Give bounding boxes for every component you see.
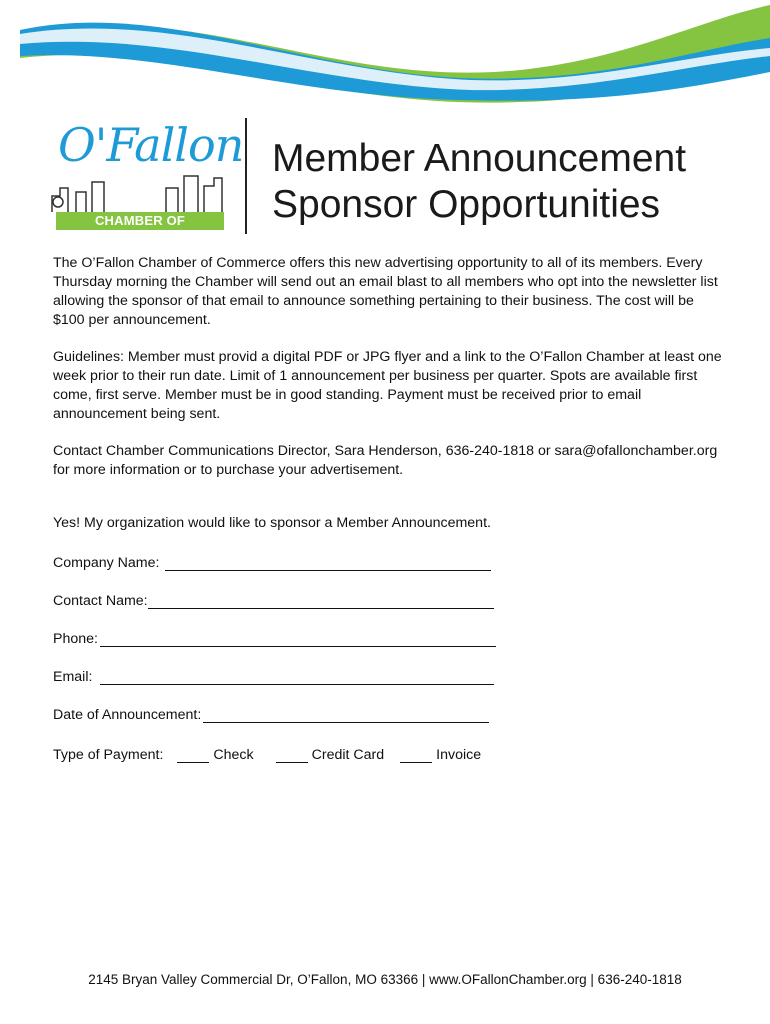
page-title xyxy=(272,136,686,228)
payment-option-check: Check xyxy=(213,747,254,763)
title-line-2: Sponsor Opportunities xyxy=(272,183,661,226)
email-field[interactable] xyxy=(100,670,494,685)
chamber-logo xyxy=(48,118,244,246)
header-divider xyxy=(245,118,247,234)
credit-card-blank[interactable] xyxy=(276,748,308,763)
email-label: Email: xyxy=(53,669,93,685)
payment-row xyxy=(53,747,481,763)
form-heading: Yes! My organization would like to sponsor a Member Announcement. xyxy=(53,515,491,531)
email-row xyxy=(53,669,494,685)
payment-label: Type of Payment: xyxy=(53,747,164,763)
date-label: Date of Announcement: xyxy=(53,707,202,723)
contact-label: Contact Name: xyxy=(53,593,148,609)
check-blank[interactable] xyxy=(177,748,209,763)
body-text xyxy=(53,254,723,498)
invoice-blank[interactable] xyxy=(400,748,432,763)
announcement-date-field[interactable] xyxy=(203,708,489,723)
company-name-field[interactable] xyxy=(165,556,491,571)
logo-wordmark: O'Fallon xyxy=(58,118,244,172)
phone-label: Phone: xyxy=(53,631,98,647)
footer-address: 2145 Bryan Valley Commercial Dr, O’Fallon, MO 63366 | www.OFallonChamber.org | 636-240-1818 xyxy=(88,972,682,987)
date-row xyxy=(53,707,489,723)
phone-row xyxy=(53,631,496,647)
header-wave-graphic xyxy=(0,0,770,110)
phone-field[interactable] xyxy=(100,632,496,647)
intro-paragraph: The O’Fallon Chamber of Commerce offers this new advertising opportunity to all of its members. Every Thursday morning the Chamber will send out an email blast to all members who opt into the newsletter list allowing the sponsor of that email to announce something pertaining to their business. The cost will be $100 per announcement. xyxy=(53,255,718,328)
logo-band: CHAMBER OF COMMERCE xyxy=(56,212,224,230)
company-row xyxy=(53,555,491,571)
contact-paragraph: Contact Chamber Communications Director, Sara Henderson, 636-240-1818 or sara@ofallonchamber.org for more information or to purchase your advertisement. xyxy=(53,443,718,478)
contact-name-field[interactable] xyxy=(148,594,494,609)
title-line-1: Member Announcement xyxy=(272,137,687,180)
payment-option-credit-card: Credit Card xyxy=(311,747,385,763)
company-label: Company Name: xyxy=(53,555,160,571)
guidelines-paragraph: Guidelines: Member must provid a digital PDF or JPG flyer and a link to the O’Fallon Chamber at least one week prior to their run date. Limit of 1 announcement per business per quarter. Spots are available first come, first serve. Member must be in good standing. Payment must be received prior to email announcement being sent. xyxy=(53,349,722,422)
payment-option-invoice: Invoice xyxy=(436,747,482,763)
contact-row xyxy=(53,593,494,609)
skyline-icon xyxy=(48,158,228,214)
